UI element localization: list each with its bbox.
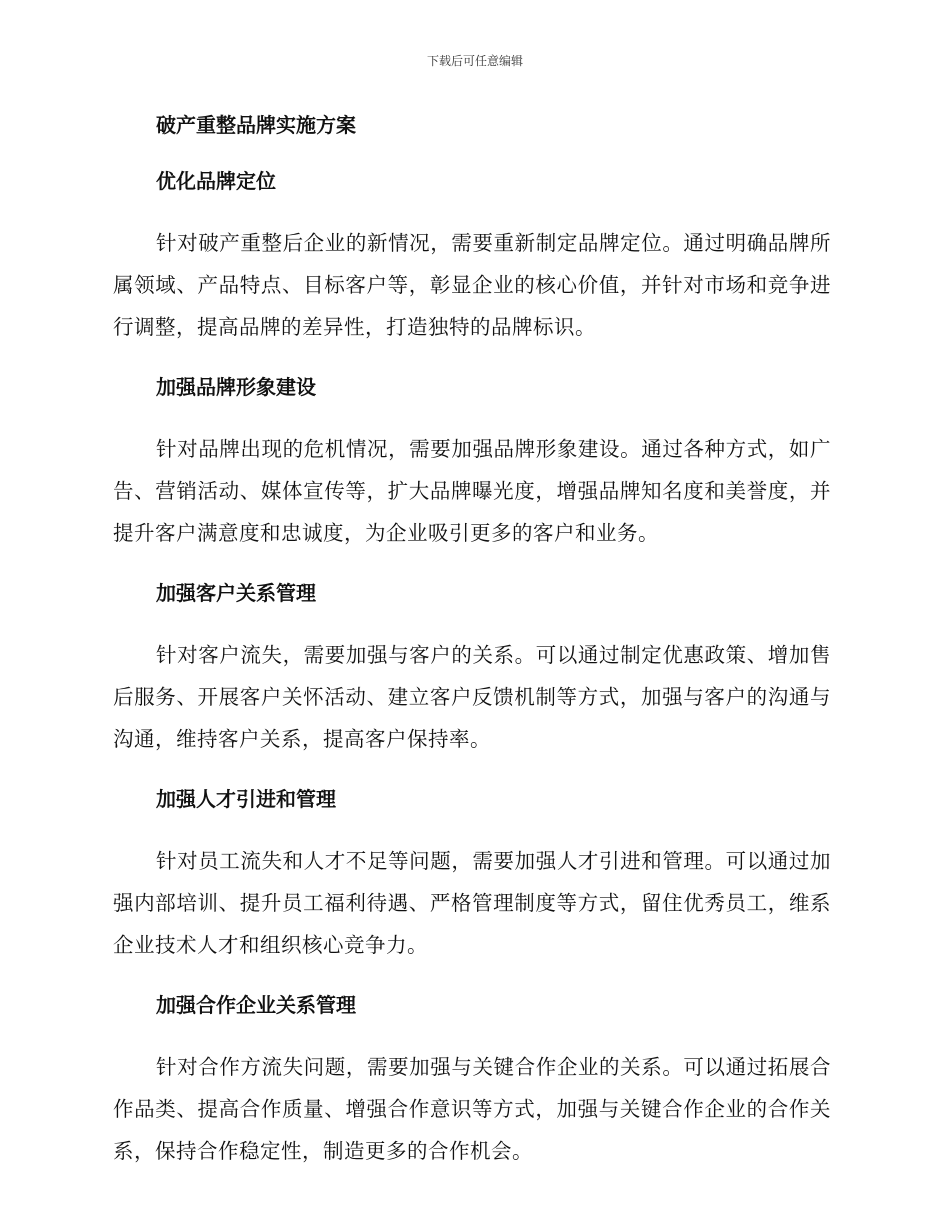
section-heading: 加强合作企业关系管理 [156,993,356,1017]
section-talent-management [113,784,831,966]
section-heading: 优化品牌定位 [156,169,276,193]
document-content [113,110,831,1196]
section-paragraph: 针对客户流失，需要加强与客户的关系。可以通过制定优惠政策、增加售后服务、开展客户关怀活动、建立客户反馈机制等方式，加强与客户的沟通与沟通，维持客户关系，提高客户保持率。 [113,643,831,751]
section-customer-relations [113,578,831,760]
section-paragraph: 针对员工流失和人才不足等问题，需要加强人才引进和管理。可以通过加强内部培训、提升员工福利待遇、严格管理制度等方式，留住优秀员工，维系企业技术人才和组织核心竞争力。 [113,849,831,957]
document-title: 破产重整品牌实施方案 [156,113,356,137]
section-brand-positioning [113,166,831,348]
section-paragraph: 针对合作方流失问题，需要加强与关键合作企业的关系。可以通过拓展合作品类、提高合作质量、增强合作意识等方式，加强与关键合作企业的合作关系，保持合作稳定性，制造更多的合作机会。 [113,1055,831,1163]
header-note: 下载后可任意编辑 [426,54,523,68]
section-partner-relations [113,990,831,1172]
section-heading: 加强品牌形象建设 [156,375,316,399]
section-paragraph: 针对破产重整后企业的新情况，需要重新制定品牌定位。通过明确品牌所属领域、产品特点、目标客户等，彰显企业的核心价值，并针对市场和竞争进行调整，提高品牌的差异性，打造独特的品牌标识。 [113,231,831,339]
section-brand-image [113,372,831,554]
section-heading: 加强客户关系管理 [156,581,316,605]
section-heading: 加强人才引进和管理 [156,787,336,811]
section-paragraph: 针对品牌出现的危机情况，需要加强品牌形象建设。通过各种方式，如广告、营销活动、媒体宣传等，扩大品牌曝光度，增强品牌知名度和美誉度，并提升客户满意度和忠诚度，为企业吸引更多的客户和业务。 [113,437,831,545]
